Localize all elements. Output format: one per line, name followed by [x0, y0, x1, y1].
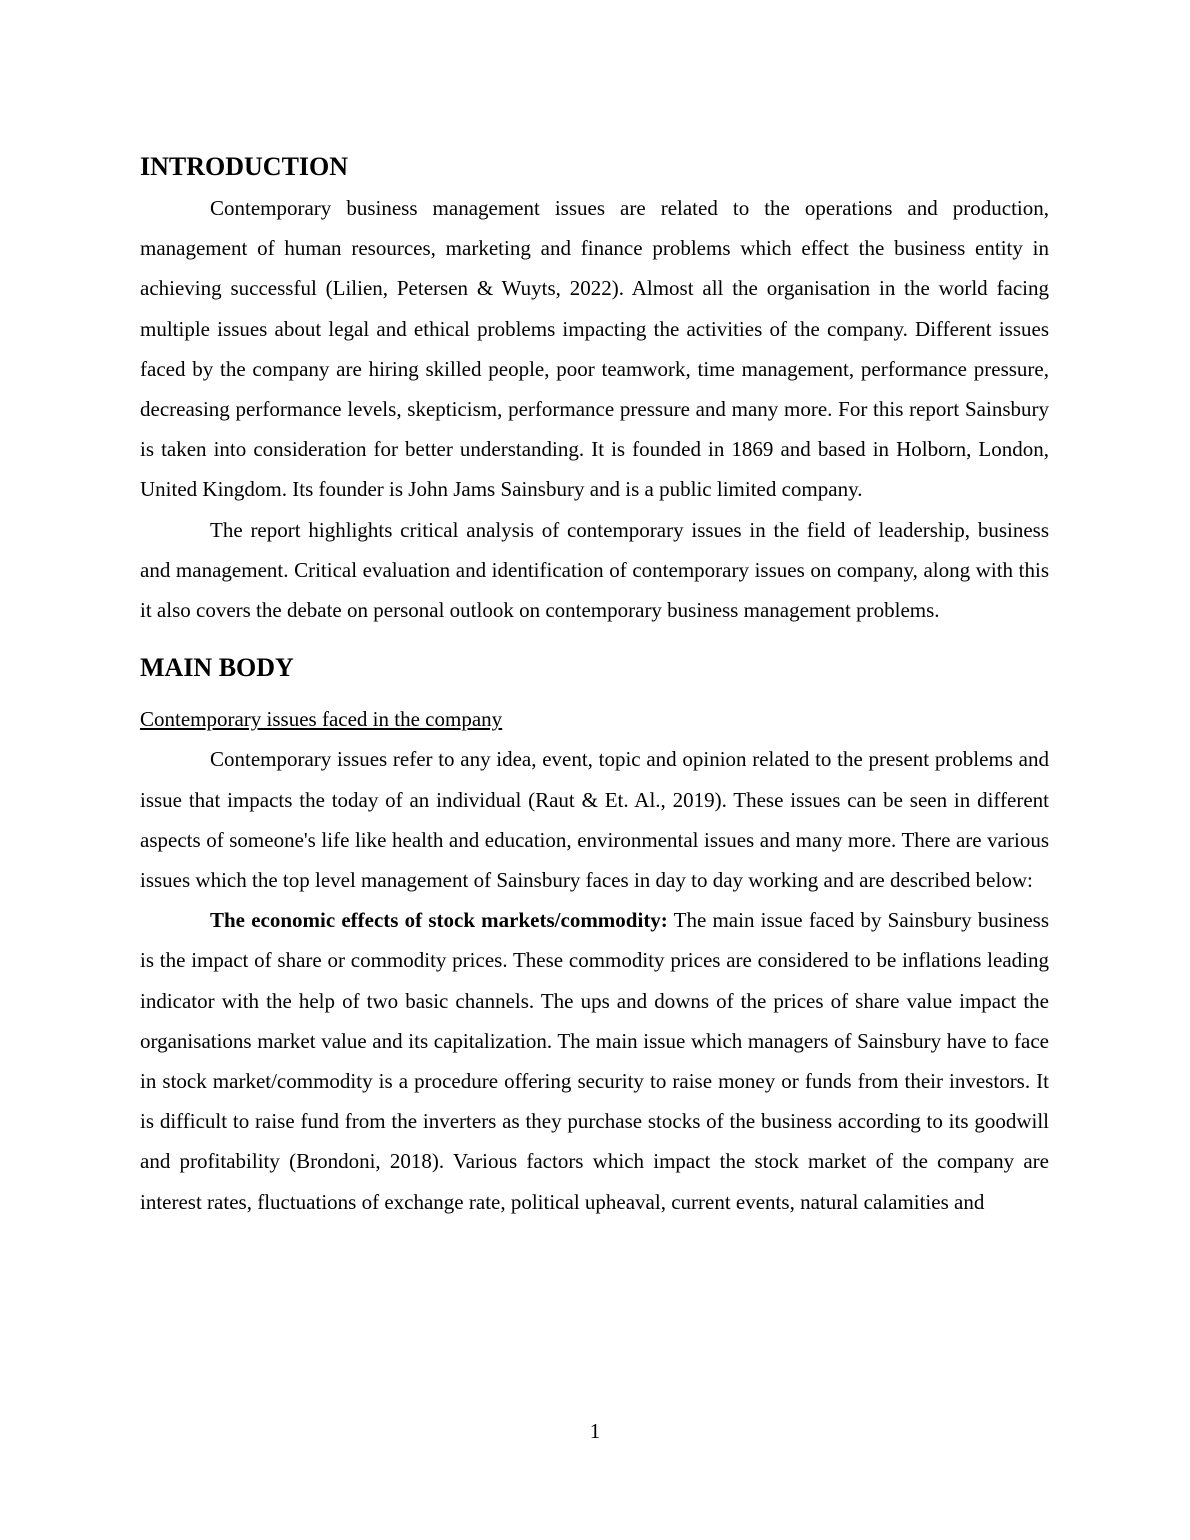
main-body-paragraph-1: Contemporary issues refer to any idea, event, topic and opinion related to the present problems and issue that impacts the today of an individual (Raut & Et. Al., 2019). These issues can be seen in different aspects of someone's life like health and education, environmental issues and many more. There are various issues which the top level management of Sainsbury faces in day to day working and are described below:	[140, 747, 1049, 893]
contemporary-issues-subheading: Contemporary issues faced in the company	[140, 707, 503, 732]
intro-paragraph-1: Contemporary business management issues are related to the operations and production, management of human resources, marketing and finance problems which effect the business entity in achieving successful (Lilien, Petersen & Wuyts, 2022). Almost all the organisation in the world facing multiple issues about legal and ethical problems impacting the activities of the company. Different issues faced by the company are hiring skilled people, poor teamwork, time management, performance pressure, decreasing performance levels, skepticism, performance pressure and many more. For this report Sainsbury is taken into consideration for better understanding. It is founded in 1869 and based in Holborn, London, United Kingdom. Its founder is John Jams Sainsbury and is a public limited company.	[140, 196, 1049, 502]
stock-market-paragraph-text: The main issue faced by Sainsbury business is the impact of share or commodity prices. These commodity prices are considered to be inflations leading indicator with the help of two basic channels. The ups and downs of the prices of share value impact the organisations market value and its capitalization. The main issue which managers of Sainsbury have to face in stock market/commodity is a procedure offering security to raise money or funds from their investors. It is difficult to raise fund from the inverters as they purchase stocks of the business according to its goodwill and profitability (Brondoni, 2018). Various factors which impact the stock market of the company are interest rates, fluctuations of exchange rate, political upheaval, current events, natural calamities and	[140, 908, 1050, 1214]
introduction-heading: INTRODUCTION	[140, 152, 349, 181]
stock-market-lead-in: The economic effects of stock markets/commodity:	[210, 908, 668, 933]
main-body-paragraph-2	[140, 900, 1049, 1222]
intro-paragraph-2: The report highlights critical analysis of contemporary issues in the field of leadership, business and management. Critical evaluation and identification of contemporary issues on company, along with this it also covers the debate on personal outlook on contemporary business management problems.	[140, 517, 1049, 623]
main-body-heading: MAIN BODY	[140, 653, 294, 683]
page-number: 1	[589, 1419, 601, 1443]
page-content	[140, 148, 1049, 1222]
